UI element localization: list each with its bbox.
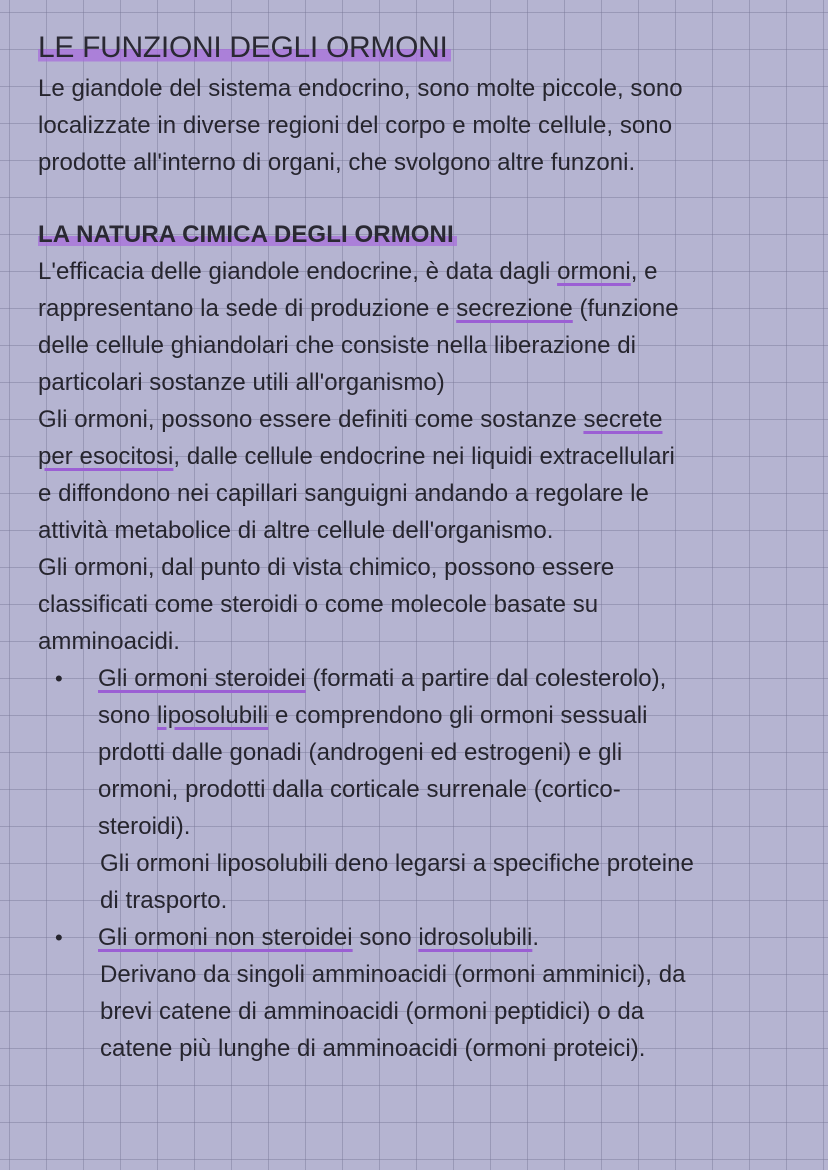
note-page xyxy=(38,28,808,1067)
paragraph-classificazione xyxy=(38,549,808,660)
underlined-term-liposolubili: liposolubili xyxy=(156,702,269,729)
text-line: di trasporto. xyxy=(100,887,228,914)
text-line: particolari sostanze utili all'organismo) xyxy=(38,369,445,396)
title-highlight: LE FUNZIONI DEGLI ORMONI xyxy=(38,31,451,64)
paragraph-efficacia xyxy=(38,253,808,401)
text-line: amminoacidi. xyxy=(38,628,180,655)
list-item-non-steroidei xyxy=(38,919,808,1067)
underlined-term-esocitosi: per esocitosi xyxy=(38,443,174,470)
intro-paragraph xyxy=(38,70,808,181)
text-line: rappresentano la sede di produzione e secrezione (funzione xyxy=(38,295,679,322)
underlined-term-idrosolubili: idrosolubili xyxy=(418,924,533,951)
section-subtitle xyxy=(38,217,808,253)
text-line: classificati come steroidi o come molecole basate su xyxy=(38,591,599,618)
intro-line: Le giandole del sistema endocrino, sono molte piccole, sono xyxy=(38,75,683,102)
underlined-term-non-steroidei: Gli ormoni non steroidei xyxy=(98,924,353,951)
text-line: Gli ormoni liposolubili deno legarsi a specifiche proteine xyxy=(100,850,694,877)
text-line: steroidi). xyxy=(98,813,191,840)
text-line: Gli ormoni steroidei (formati a partire dal colesterolo), xyxy=(98,665,667,692)
intro-line: prodotte all'interno di organi, che svolgono altre funzoni. xyxy=(38,149,636,176)
text-line: L'efficacia delle giandole endocrine, è data dagli ormoni, e xyxy=(38,258,658,285)
list-item-steroidei xyxy=(38,660,808,919)
text-line: Gli ormoni, possono essere definiti come sostanze secrete xyxy=(38,406,663,433)
text-line: per esocitosi, dalle cellule endocrine nei liquidi extracellulari xyxy=(38,443,675,470)
intro-line: localizzate in diverse regioni del corpo e molte cellule, sono xyxy=(38,112,673,139)
text-line: brevi catene di amminoacidi (ormoni peptidici) o da xyxy=(100,998,645,1025)
text-line: sono liposolubili e comprendono gli ormoni sessuali xyxy=(98,702,648,729)
text-line: e diffondono nei capillari sanguigni andando a regolare le xyxy=(38,480,649,507)
bullet-dot: • xyxy=(55,666,63,691)
underlined-term-ormoni: ormoni xyxy=(557,258,631,285)
text-line: ormoni, prodotti dalla corticale surrenale (cortico- xyxy=(98,776,621,803)
underlined-term-steroidei: Gli ormoni steroidei xyxy=(98,665,306,692)
text-line: Derivano da singoli amminoacidi (ormoni amminici), da xyxy=(100,961,686,988)
text-line: attività metabolice di altre cellule dell'organismo. xyxy=(38,517,554,544)
underlined-term-secrete: secrete xyxy=(583,406,663,433)
paragraph-definizione xyxy=(38,401,808,549)
text-line: Gli ormoni non steroidei sono idrosolubili. xyxy=(98,924,540,951)
text-line: Gli ormoni, dal punto di vista chimico, possono essere xyxy=(38,554,615,581)
bullet-dot: • xyxy=(55,925,63,950)
bullet-list xyxy=(38,660,808,1067)
underlined-term-secrezione: secrezione xyxy=(456,295,573,322)
text-line: prdotti dalle gonadi (androgeni ed estrogeni) e gli xyxy=(98,739,623,766)
text-line: catene più lunghe di amminoacidi (ormoni proteici). xyxy=(100,1035,646,1062)
text-line: delle cellule ghiandolari che consiste nella liberazione di xyxy=(38,332,636,359)
page-title xyxy=(38,28,808,68)
subtitle-highlight: LA NATURA CIMICA DEGLI ORMONI xyxy=(38,221,457,248)
